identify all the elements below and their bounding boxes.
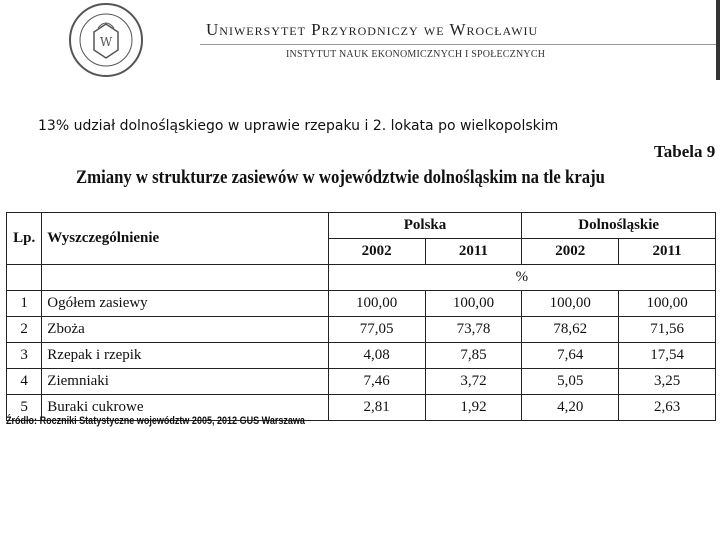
row-value: 7,64 bbox=[522, 343, 619, 369]
row-value: 2,63 bbox=[619, 395, 716, 421]
year-header: 2002 bbox=[328, 239, 425, 265]
table-header-row-groups bbox=[7, 213, 716, 239]
university-name: Uniwersytet Przyrodniczy we Wrocławiu bbox=[206, 20, 539, 39]
row-lp: 5 bbox=[7, 395, 42, 421]
unit-row-empty-cell bbox=[42, 265, 328, 291]
year-header: 2011 bbox=[619, 239, 716, 265]
table-row bbox=[7, 369, 716, 395]
year-header: 2011 bbox=[425, 239, 522, 265]
row-value: 100,00 bbox=[522, 291, 619, 317]
row-name: Buraki cukrowe bbox=[42, 395, 328, 421]
row-name: Ziemniaki bbox=[42, 369, 328, 395]
row-value: 3,72 bbox=[425, 369, 522, 395]
row-value: 100,00 bbox=[619, 291, 716, 317]
svg-text:W: W bbox=[99, 35, 113, 49]
table-title: Zmiany w strukturze zasiewów w województwie dolnośląskim na tle kraju bbox=[76, 167, 605, 188]
unit-label: % bbox=[328, 265, 715, 291]
row-value: 1,92 bbox=[425, 395, 522, 421]
table-row bbox=[7, 317, 716, 343]
table-label: Tabela 9 bbox=[654, 142, 716, 161]
row-lp: 2 bbox=[7, 317, 42, 343]
table-row bbox=[7, 291, 716, 317]
row-value: 5,05 bbox=[522, 369, 619, 395]
row-value: 17,54 bbox=[619, 343, 716, 369]
table-unit-row bbox=[7, 265, 716, 291]
row-value: 71,56 bbox=[619, 317, 716, 343]
crop-structure-table bbox=[6, 212, 716, 421]
header-banner bbox=[0, 0, 720, 80]
row-value: 73,78 bbox=[425, 317, 522, 343]
row-value: 7,46 bbox=[328, 369, 425, 395]
slide-caption: 13% udział dolnośląskiego w uprawie rzepaku i 2. lokata po wielkopolskim bbox=[38, 118, 559, 134]
unit-row-empty-cell bbox=[7, 265, 42, 291]
row-value: 4,20 bbox=[522, 395, 619, 421]
institute-name: INSTYTUT NAUK EKONOMICZNYCH I SPOŁECZNYCH bbox=[286, 49, 546, 60]
group-header-polska: Polska bbox=[328, 213, 522, 239]
row-name: Rzepak i rzepik bbox=[42, 343, 328, 369]
row-name: Zboża bbox=[42, 317, 328, 343]
row-value: 7,85 bbox=[425, 343, 522, 369]
col-lp-header: Lp. bbox=[7, 213, 42, 265]
row-lp: 3 bbox=[7, 343, 42, 369]
source-note: Źródło: Roczniki Statystyczne województw 2005, 2012 GUS Warszawa bbox=[6, 415, 305, 427]
row-name: Ogółem zasiewy bbox=[42, 291, 328, 317]
table-row bbox=[7, 343, 716, 369]
row-value: 77,05 bbox=[328, 317, 425, 343]
row-value: 100,00 bbox=[328, 291, 425, 317]
col-name-header: Wyszczególnienie bbox=[42, 213, 328, 265]
row-value: 2,81 bbox=[328, 395, 425, 421]
row-value: 100,00 bbox=[425, 291, 522, 317]
row-value: 3,25 bbox=[619, 369, 716, 395]
row-value: 78,62 bbox=[522, 317, 619, 343]
row-lp: 1 bbox=[7, 291, 42, 317]
header-divider bbox=[200, 44, 720, 45]
university-seal-icon bbox=[54, 2, 158, 78]
group-header-dolnoslaskie: Dolnośląskie bbox=[522, 213, 716, 239]
year-header: 2002 bbox=[522, 239, 619, 265]
header-edge-bar bbox=[716, 0, 720, 80]
row-lp: 4 bbox=[7, 369, 42, 395]
row-value: 4,08 bbox=[328, 343, 425, 369]
